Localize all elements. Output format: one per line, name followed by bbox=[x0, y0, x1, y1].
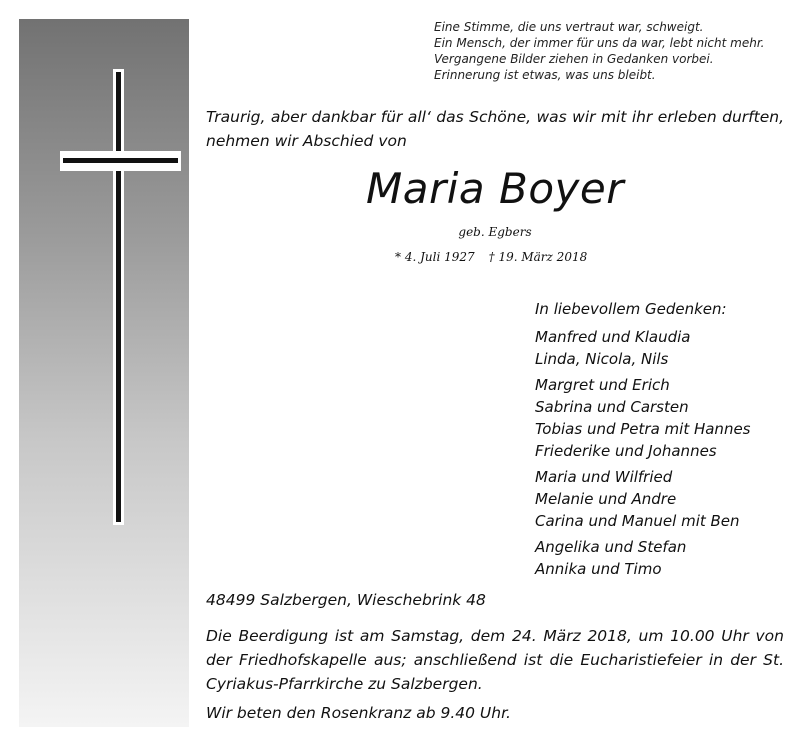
death-date: † 19. März 2018 bbox=[488, 250, 588, 264]
mourner-line: Tobias und Petra mit Hannes bbox=[535, 420, 751, 438]
decorative-side-panel bbox=[19, 19, 189, 727]
mourner-line: Manfred und Klaudia bbox=[535, 328, 691, 346]
cross-bar bbox=[60, 151, 181, 171]
family-group bbox=[535, 536, 785, 580]
deceased-name: Maria Boyer bbox=[366, 164, 624, 213]
mourner-line: Friederike und Johannes bbox=[535, 442, 717, 460]
birth-date: * 4. Juli 1927 bbox=[395, 250, 475, 264]
cross-icon bbox=[113, 69, 124, 525]
poem-line: Eine Stimme, die uns vertraut war, schweigt. bbox=[434, 20, 704, 34]
family-group bbox=[535, 326, 785, 370]
life-dates bbox=[395, 249, 695, 265]
poem bbox=[434, 19, 794, 83]
mourners-heading: In liebevollem Gedenken: bbox=[535, 300, 727, 318]
funeral-notice: Die Beerdigung ist am Samstag, dem 24. März 2018, um 10.00 Uhr von der Friedhofskapelle aus; anschließend ist die Eucharistiefeier in der St. Cyriakus-Pfarrkirche zu Salzbergen. bbox=[206, 627, 784, 693]
intro-text: Traurig, aber dankbar für all‘ das Schöne, was wir mit ihr erleben durften, nehmen wir Abschied von bbox=[206, 108, 784, 150]
mourner-line: Annika und Timo bbox=[535, 560, 662, 578]
mourner-line: Melanie und Andre bbox=[535, 490, 677, 508]
maiden-name: geb. Egbers bbox=[458, 225, 532, 239]
mourner-line: Maria und Wilfried bbox=[535, 468, 673, 486]
poem-line: Erinnerung ist etwas, was uns bleibt. bbox=[434, 68, 656, 82]
mourners-list bbox=[535, 298, 785, 584]
rosary-notice: Wir beten den Rosenkranz ab 9.40 Uhr. bbox=[206, 704, 511, 722]
mourner-line: Linda, Nicola, Nils bbox=[535, 350, 669, 368]
mourner-line: Carina und Manuel mit Ben bbox=[535, 512, 740, 530]
poem-line: Vergangene Bilder ziehen in Gedanken vorbei. bbox=[434, 52, 714, 66]
mourner-line: Sabrina und Carsten bbox=[535, 398, 689, 416]
mourner-line: Margret und Erich bbox=[535, 376, 670, 394]
poem-line: Ein Mensch, der immer für uns da war, lebt nicht mehr. bbox=[434, 36, 765, 50]
address: 48499 Salzbergen, Wieschebrink 48 bbox=[206, 591, 486, 609]
mourner-line: Angelika und Stefan bbox=[535, 538, 687, 556]
family-group bbox=[535, 466, 785, 532]
family-group bbox=[535, 374, 785, 462]
